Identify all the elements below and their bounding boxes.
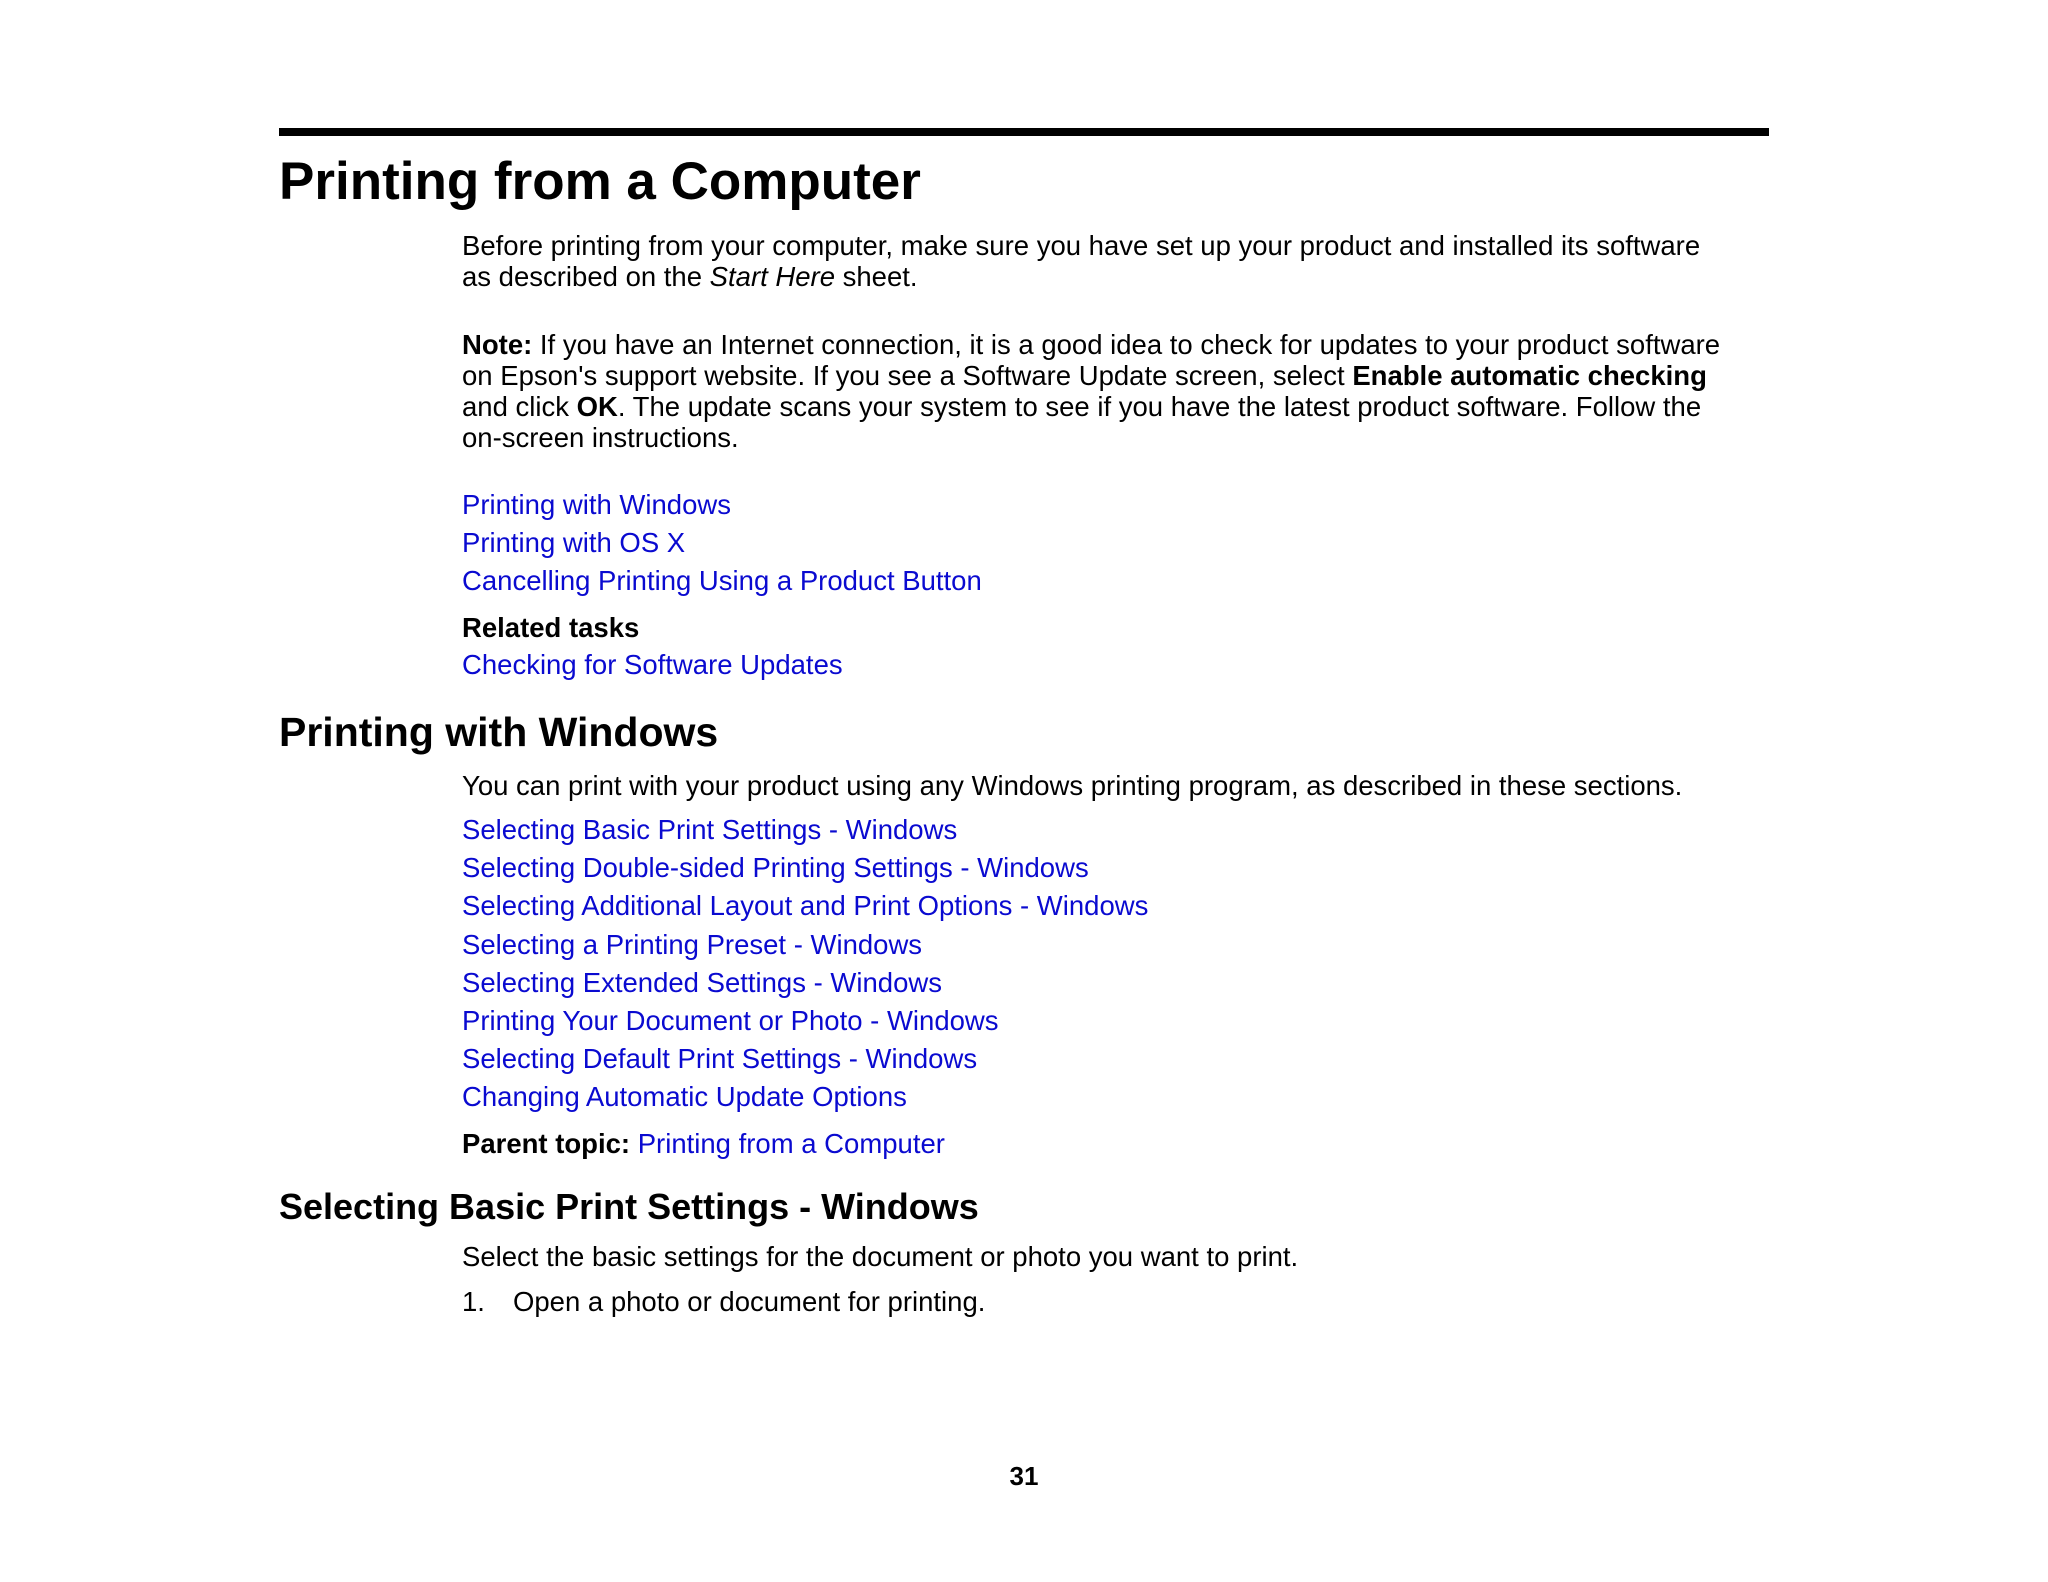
list-item <box>462 811 1148 849</box>
related-tasks-list <box>462 646 843 684</box>
link-parent-topic[interactable]: Printing from a Computer <box>637 1128 945 1159</box>
link-selecting-basic-print-settings[interactable]: Selecting Basic Print Settings - Windows <box>462 814 958 845</box>
list-item <box>462 926 1148 964</box>
enable-automatic-checking-label: Enable automatic checking <box>1352 360 1707 391</box>
link-default-print-settings[interactable]: Selecting Default Print Settings - Windows <box>462 1043 978 1075</box>
note-line-3 <box>462 391 1772 422</box>
windows-intro: You can print with your product using any Windows printing program, as described in these sections. <box>462 770 1683 801</box>
link-cancelling-printing[interactable]: Cancelling Printing Using a Product Button <box>462 565 982 597</box>
page-title: Printing from a Computer <box>279 152 921 211</box>
start-here-title: Start Here <box>709 261 835 292</box>
top-rule <box>279 128 1769 136</box>
link-automatic-update-options[interactable]: Changing Automatic Update Options <box>462 1081 907 1113</box>
link-extended-settings[interactable]: Selecting Extended Settings - Windows <box>462 966 942 998</box>
intro-text: as described on the <box>462 261 710 292</box>
link-printing-with-os-x[interactable]: Printing with OS X <box>462 527 686 559</box>
section-heading-basic-settings: Selecting Basic Print Settings - Windows <box>279 1186 979 1227</box>
note-label: Note: <box>462 329 533 360</box>
list-item <box>462 1002 1148 1040</box>
topic-link-list <box>462 486 982 601</box>
list-item <box>462 1078 1148 1116</box>
list-item <box>462 1040 1148 1078</box>
intro-text-end: sheet. <box>835 261 918 292</box>
list-item <box>462 524 982 562</box>
intro-line-1: Before printing from your computer, make sure you have set up your product and installed its software <box>462 230 1701 261</box>
step-item <box>462 1286 1772 1318</box>
list-item <box>462 562 982 600</box>
windows-link-list <box>462 811 1148 1117</box>
link-additional-layout-options[interactable]: Selecting Additional Layout and Print Options - Windows <box>462 890 1149 922</box>
ok-label: OK <box>576 391 618 422</box>
note-line-2 <box>462 360 1772 391</box>
link-double-sided-printing-settings[interactable]: Selecting Double-sided Printing Settings - Windows <box>462 852 1089 884</box>
note-line-4: on-screen instructions. <box>462 422 739 453</box>
note-text: . The update scans your system to see if you have the latest product software. Follow the <box>617 391 1702 422</box>
link-printing-preset[interactable]: Selecting a Printing Preset - Windows <box>462 928 923 960</box>
note-text: If you have an Internet connection, it is a good idea to check for updates to your product software <box>532 329 1721 360</box>
list-item <box>462 646 843 684</box>
parent-topic <box>462 1126 1772 1161</box>
related-tasks-label: Related tasks <box>462 612 640 643</box>
link-checking-for-software-updates[interactable]: Checking for Software Updates <box>462 649 843 680</box>
basic-settings-intro: Select the basic settings for the document or photo you want to print. <box>462 1241 1299 1272</box>
parent-topic-label: Parent topic: <box>462 1128 631 1159</box>
list-item <box>462 849 1148 887</box>
intro-paragraph <box>462 230 1772 292</box>
list-item <box>462 887 1148 925</box>
step-number: 1. <box>462 1286 485 1317</box>
intro-line-2 <box>462 261 1772 292</box>
list-item <box>462 486 982 524</box>
note-text: on Epson's support website. If you see a Software Update screen, select <box>462 360 1353 391</box>
link-printing-with-windows[interactable]: Printing with Windows <box>462 489 731 520</box>
step-text: Open a photo or document for printing. <box>513 1286 986 1317</box>
note-text: and click <box>462 391 577 422</box>
note-paragraph <box>462 329 1772 453</box>
list-item <box>462 964 1148 1002</box>
link-printing-document-or-photo[interactable]: Printing Your Document or Photo - Windows <box>462 1004 999 1036</box>
section-heading-windows: Printing with Windows <box>279 709 719 755</box>
note-line-1 <box>462 329 1772 360</box>
page-number: 31 <box>1009 1461 1039 1491</box>
